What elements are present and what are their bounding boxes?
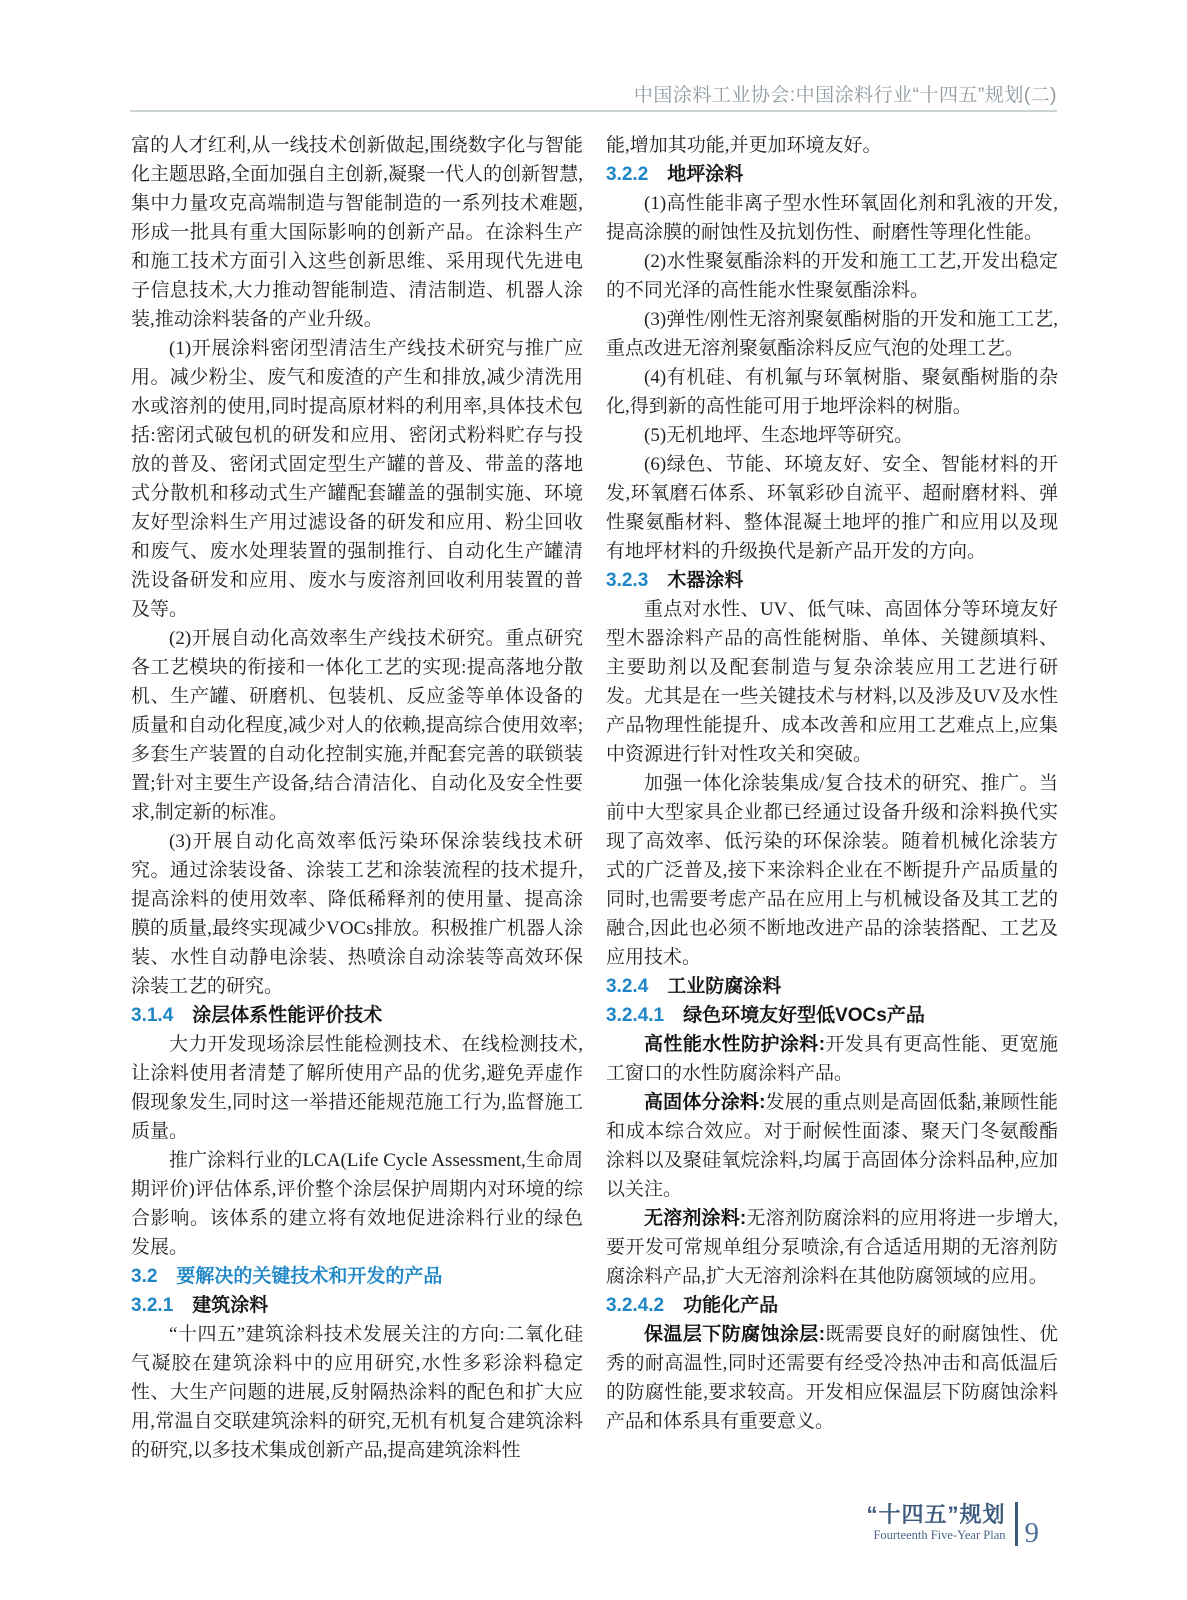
paragraph-text: (1)高性能非离子型水性环氧固化剂和乳液的开发,提高涂膜的耐蚀性及抗划伤性、耐磨性等理化性能。 — [606, 193, 1058, 243]
section-heading-3.2.4 — [606, 972, 1058, 1001]
paragraph-text: 大力开发现场涂层性能检测技术、在线检测技术,让涂料使用者清楚了解所使用产品的优劣,避免弄虚作假现象发生,同时这一举措还能规范施工行为,监督施工质量。 — [131, 1034, 583, 1142]
paragraph-text: 重点对水性、UV、低气味、高固体分等环境友好型木器涂料产品的高性能树脂、单体、关键颜填料、主要助剂以及配套制造与复杂涂装应用工艺进行研发。尤其是在一些关键技术与材料,以及涉及UV及水性产品物理性能提升、成本改善和应用工艺难点上,应集中资源进行针对性攻关和突破。 — [606, 599, 1058, 765]
section-title: 工业防腐涂料 — [667, 976, 782, 997]
paragraph-text: 发展的重点则是高固低黏,兼顾性能和成本综合效应。对于耐候性面漆、聚天门冬氨酸酯涂料以及聚硅氧烷涂料,均属于高固体分涂料品种,应加以关注。 — [606, 1092, 1058, 1200]
section-title: 绿色环境友好型低VOCs产品 — [683, 1005, 925, 1026]
paragraph — [131, 131, 583, 334]
paragraph — [606, 247, 1058, 305]
section-number: 3.2.1 — [131, 1295, 174, 1316]
paragraph — [131, 1030, 583, 1146]
paragraph-text: 富的人才红利,从一线技术创新做起,围绕数字化与智能化主题思路,全面加强自主创新,凝聚一代人的创新智慧,集中力量攻克高端制造与智能制造的一系列技术难题,形成一批具有重大国际影响的创新产品。在涂料生产和施工技术方面引入这些创新思维、采用现代先进电子信息技术,大力推动智能制造、清洁制造、机器人涂装,推动涂料装备的产业升级。 — [131, 135, 583, 330]
paragraph — [131, 1146, 583, 1262]
paragraph — [606, 1088, 1058, 1204]
paragraph — [606, 189, 1058, 247]
paragraph-text: 开发具有更高性能、更宽施工窗口的水性防腐涂料产品。 — [606, 1034, 1058, 1084]
paragraph — [606, 421, 1058, 450]
running-header — [130, 80, 1057, 107]
paragraph — [606, 305, 1058, 363]
section-heading-3.2.3 — [606, 566, 1058, 595]
paragraph-text: “十四五”建筑涂料技术发展关注的方向:二氧化硅气凝胶在建筑涂料中的应用研究,水性多彩涂料稳定性、大生产问题的进展,反射隔热涂料的配色和扩大应用,常温自交联建筑涂料的研究,无机有机复合建筑涂料的研究,以多技术集成创新产品,提高建筑涂料性 — [131, 1324, 583, 1461]
footer-page-number: 9 — [1024, 1517, 1039, 1549]
header-rule — [130, 110, 1057, 112]
paragraph-text: 无溶剂防腐涂料的应用将进一步增大,要开发可常规单组分泵喷涂,有合适适用期的无溶剂防腐涂料产品,扩大无溶剂涂料在其他防腐领域的应用。 — [606, 1208, 1058, 1287]
section-heading-3.2.4.1 — [606, 1001, 1058, 1030]
section-title: 建筑涂料 — [192, 1295, 269, 1316]
paragraph-text: 推广涂料行业的LCA(Life Cycle Assessment,生命周期评价)评估体系,评价整个涂层保护周期内对环境的综合影响。该体系的建立将有效地促进涂料行业的绿色发展。 — [131, 1150, 583, 1258]
section-number: 3.2.4.2 — [606, 1295, 665, 1316]
paragraph — [131, 334, 583, 624]
paragraph-lead: 高固体分涂料: — [644, 1092, 766, 1113]
section-title: 功能化产品 — [683, 1295, 779, 1316]
paragraph-text: 能,增加其功能,并更加环境友好。 — [606, 135, 882, 156]
header-title: 中国涂料工业协会:中国涂料行业“十四五”规划(二) — [633, 85, 1057, 106]
page-content — [131, 131, 1058, 1465]
paragraph — [131, 1320, 583, 1465]
paragraph — [606, 131, 1058, 160]
paragraph — [131, 827, 583, 1001]
column-right — [606, 131, 1058, 1465]
section-title: 木器涂料 — [667, 570, 744, 591]
paragraph-text: (3)弹性/刚性无溶剂聚氨酯树脂的开发和施工工艺,重点改进无溶剂聚氨酯涂料反应气泡的处理工艺。 — [606, 309, 1058, 359]
paragraph-lead: 无溶剂涂料: — [644, 1208, 747, 1229]
paragraph — [606, 595, 1058, 769]
paragraph-text: (4)有机硅、有机氟与环氧树脂、聚氨酯树脂的杂化,得到新的高性能可用于地坪涂料的树脂。 — [606, 367, 1058, 417]
section-title: 要解决的关键技术和开发的产品 — [176, 1266, 443, 1287]
paragraph — [606, 450, 1058, 566]
paragraph-text: (5)无机地坪、生态地坪等研究。 — [644, 425, 914, 446]
paragraph-lead: 高性能水性防护涂料: — [644, 1034, 826, 1055]
section-number: 3.2 — [131, 1266, 158, 1287]
paragraph — [606, 363, 1058, 421]
footer-title-cn: “十四五”规划 — [866, 1502, 1006, 1527]
section-number: 3.1.4 — [131, 1005, 174, 1026]
paragraph — [606, 1204, 1058, 1291]
paragraph-text: (3)开展自动化高效率低污染环保涂装线技术研究。通过涂装设备、涂装工艺和涂装流程的技术提升,提高涂料的使用效率、降低稀释剂的使用量、提高涂膜的质量,最终实现减少VOCs排放。积极推广机器人涂装、水性自动静电涂装、热喷涂自动涂装等高效环保涂装工艺的研究。 — [131, 831, 583, 997]
footer-text — [866, 1502, 1005, 1546]
page-footer — [866, 1502, 1039, 1549]
section-heading-3.2.4.2 — [606, 1291, 1058, 1320]
footer-divider — [1015, 1502, 1018, 1546]
paragraph-text: (1)开展涂料密闭型清洁生产线技术研究与推广应用。减少粉尘、废气和废渣的产生和排放,减少清洗用水或溶剂的使用,同时提高原材料的利用率,具体技术包括:密闭式破包机的研发和应用、密闭式粉料贮存与投放的普及、密闭式固定型生产罐的普及、带盖的落地式分散机和移动式生产罐配套罐盖的强制实施、环境友好型涂料生产用过滤设备的研发和应用、粉尘回收和废气、废水处理装置的强制推行、自动化生产罐清洗设备研发和应用、废水与废溶剂回收利用装置的普及等。 — [131, 338, 583, 620]
paragraph-text: (6)绿色、节能、环境友好、安全、智能材料的开发,环氧磨石体系、环氧彩砂自流平、超耐磨材料、弹性聚氨酯材料、整体混凝土地坪的推广和应用以及现有地坪材料的升级换代是新产品开发的方向。 — [606, 454, 1058, 562]
column-left — [131, 131, 583, 1465]
section-number: 3.2.4.1 — [606, 1005, 665, 1026]
section-heading-3.1.4 — [131, 1001, 583, 1030]
paragraph-text: (2)开展自动化高效率生产线技术研究。重点研究各工艺模块的衔接和一体化工艺的实现:提高落地分散机、生产罐、研磨机、包装机、反应釜等单体设备的质量和自动化程度,减少对人的依赖,提高综合使用效率;多套生产装置的自动化控制实施,并配套完善的联锁装置;针对主要生产设备,结合清洁化、自动化及安全性要求,制定新的标准。 — [131, 628, 583, 823]
paragraph — [606, 769, 1058, 972]
paragraph — [606, 1320, 1058, 1436]
paragraph — [131, 624, 583, 827]
paragraph-text: 加强一体化涂装集成/复合技术的研究、推广。当前中大型家具企业都已经通过设备升级和涂料换代实现了高效率、低污染的环保涂装。随着机械化涂装方式的广泛普及,接下来涂料企业在不断提升产品质量的同时,也需要考虑产品在应用上与机械设备及其工艺的融合,因此也必须不断地改进产品的涂装搭配、工艺及应用技术。 — [606, 773, 1058, 968]
paragraph-text: 既需要良好的耐腐蚀性、优秀的耐高温性,同时还需要有经受冷热冲击和高低温后的防腐性能,要求较高。开发相应保温层下防腐蚀涂料产品和体系具有重要意义。 — [606, 1324, 1058, 1432]
paragraph-text: (2)水性聚氨酯涂料的开发和施工工艺,开发出稳定的不同光泽的高性能水性聚氨酯涂料。 — [606, 251, 1058, 301]
section-title: 地坪涂料 — [667, 164, 744, 185]
section-heading-3.2 — [131, 1262, 583, 1291]
section-number: 3.2.2 — [606, 164, 649, 185]
section-number: 3.2.3 — [606, 570, 649, 591]
section-title: 涂层体系性能评价技术 — [192, 1005, 383, 1026]
section-heading-3.2.1 — [131, 1291, 583, 1320]
paragraph-lead: 保温层下防腐蚀涂层: — [644, 1324, 826, 1345]
footer-title-en: Fourteenth Five-Year Plan — [873, 1528, 1006, 1542]
paragraph — [606, 1030, 1058, 1088]
section-heading-3.2.2 — [606, 160, 1058, 189]
section-number: 3.2.4 — [606, 976, 649, 997]
